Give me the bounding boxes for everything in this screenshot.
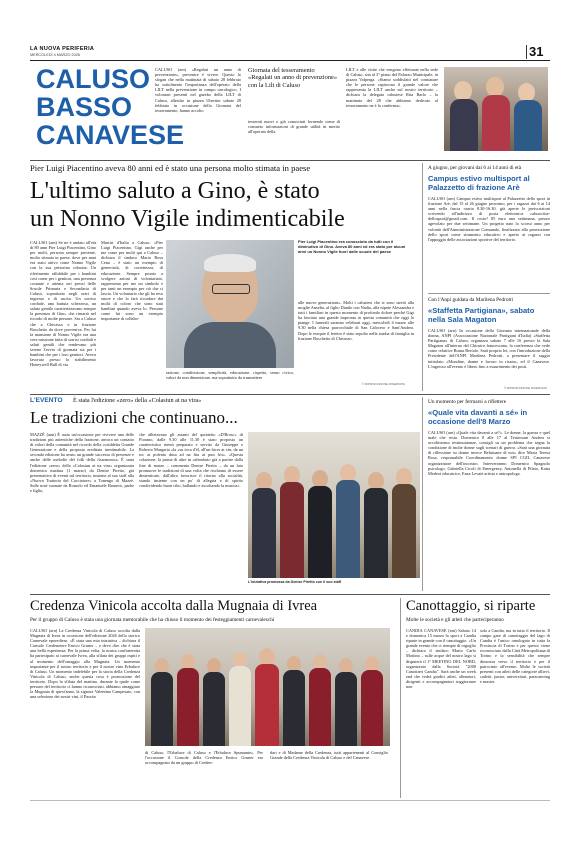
evento-col1: MAZZÈ (aun) È stata un'occasione per rivivere una delle tradizioni più autentiche della frazione, ancora un contatto di valori della comunità nel ricordo della cosiddetta Grande Generazione e della proposta ereditata inestimabile. La seconda edizione ha avuto un grande successo di presenze e anche delle melodie del folk della fisarmonica. È stata l'edizione «zero» della «Colasiun at na vira» organizzata domenica mattina (1 marzo) da Denise Piretto, già presentatrice di eventi sul territorio, insieme al suo staff alla «Nuova Trattoria del Cacciatore» a Tonengo di Mazzè. Sulle note suonate da Romolo ed Emanuele Brunero, padre e figlio, <box>30 432 134 494</box>
evento-group-photo <box>248 432 420 578</box>
main-article-col1: CALUSO (arn) Se ne è andato all'età di 80 anni Pier Luigi Piacentino, Gino per molti, persona sempre presente, molto stimata in paese, dove per anni era stato attivo come Nonno Vigile con la sua pettorina colorata. Un riferimento affidabile per i bambini così come per i genitori, una presenza costante e attenta nei pressi delle Scuole Primaria e Secondaria di Caluso, soprattutto negli orari di ingresso e di uscita. Un sorriso cordiale, una battuta scherzosa, un saluto gentile caratterizzavano sempre la presenza di Gino, che rimarrà nel ricordo di molte persone. Sia a Caluso che a Chivasso e in frazione Boschetto da dove proveniva. Per lui la mansione di Nonno Vigile era una vera missione fatta di sorrisi cordiali e saluti gentili che rendevano più sereno l'avvio di giornata sia per i bambini che per i loro genitori. Aveva lavorato presso lo stabilimento Honeywell Bull di via <box>30 240 96 368</box>
page-number: 31 <box>529 44 544 59</box>
lilt-volunteers-photo <box>444 67 548 151</box>
evento-label: L'EVENTO <box>30 397 63 404</box>
main-article-col4: alle nuove generazioni». Molti i calusiesi che si sono stretti alla moglie Anselia, al figlio Danilo con Nadia, alla nipote Alessandra e tutti i familiari in questo momento di profondo dolore perché Gigi ha lasciato una grande impronta in questa comunità che oggi lo piange. I funerali saranno celebrati oggi, mercoledì 4 marzo alle 9.30 nella chiesa parrocchiale di San Calocero e Sant'Andrea. Dopo le esequie il feretro è stato sepolto nella tomba di famiglia in frazione Boschetto di Chivasso. <box>298 300 414 341</box>
canottaggio-headline: Canottaggio, si riparte <box>406 598 536 614</box>
canottaggio-col1: CANDIA CANAVESE (arn) Sabato 14 e domenica 15 marzo lo sport a Candia riparte in grande con il canottaggio. «Un grande evento che ci riempie di orgoglio – dichiara il sindaco Mario Carlo Mottino – sulle acque del nostro lago si disputerà il 1ª MEETING DEL NORD, organizzato dalla Società "2000 Canottieri Candia". Sarà anche un week end che vedrà giudici atleti, allenatori, dirigenti e accompagnatori soggiornare non <box>406 628 476 690</box>
staffetta-body: CALUSO (arn) In occasione della Giornata internazionale della donna, ANPI (Associazione Nazionale Partigiani d'Italia) «Staffetta Partigiana» di Caluso, organizza sabato 7 alle 16 presso la Sala Magaton all'interno del Chiostro francescano, la conferenza che vede come relatrice Bruna Bertolo. Sarà proprio lei, con l'introduzione della Presidente dell'ANPI Marilena Pedrotti, a presentare il saggio intitolato «Mondine, donne e lavoro in risaia», ed il Canavese. L'ingresso all'evento è libero fino a esaurimento dei posti. <box>428 328 550 369</box>
gino-portrait-photo <box>166 240 294 368</box>
credenza-col2: di Caluso, l'Erbaluce di Caluso e l'Erbaluce Spumante». Per l'occasione il Console della Credenza Enrico Gruner era accompagnato da un gruppo di Creden- <box>145 750 263 766</box>
marzo-divider <box>422 397 423 591</box>
lilt-article-col1: CALUSO (arn) «Regalati un anno di prevenzione», prevenire è vivere. Questo lo slogan che nella mattinata di sabato 28 febbraio ha sottolineato l'importanza dell'operato della LILT nella prevenzione in campo oncologico. I volontari presenti nel gazebo della LILT di Caluso, allestito in piazza Ubertini sabato 28 febbraio in occasione della Giornata del tesseramento, hanno accolto <box>155 67 241 113</box>
main-kicker: Pier Luigi Piacentino aveva 80 anni ed è stato una persona molto stimata in paese <box>30 163 311 173</box>
main-article-col3: razione, condivisione, semplicità, educazione, rispetto, senso civico, valori da non dimenticare, ma soprattutto da trasmettere <box>166 370 294 381</box>
evento-bottom-rule <box>30 594 550 595</box>
credenza-group-photo <box>145 628 390 746</box>
campus-title: Campus estivo multisport al Palazzetto di frazione Arè <box>428 174 530 192</box>
credenza-col1: CALUSO (arn) La Credenza Vinicola di Caluso accolta dalla Mugnaia di Ivrea in occasione dell'edizione 2026 dello storico Carnevale eporediese. «È stata una mia iniziativa – dichiara il Console Credenziere Enrico Gruner – e devo dire che è stata una bella esperienza. Per la prima volta, la nostra confraternita ha partecipato ai carnevale Ivrea, alla sfilata dei gruppi ospiti e al momento dell'omaggio alla Mugnaia. Un momento importante per il nostro territorio e per il nostro vino Erbaluce di Caluso. Un momento indelebile per la storia della Credenza Vinicola di Caluso, anche questa cosa è promozione del territorio. Dopo la sfilata del mattino, durante la quale come persone del territorio ci hanno riconosciuti, abbiamo omaggiato la Mugnaia di quest'anno, la signora Valentina Campesato, con una selezione dei nostri vini, il Passito <box>30 628 140 700</box>
main-bottom-rule <box>30 394 550 395</box>
section-title-caluso: CALUSO <box>36 64 150 94</box>
staffetta-title: «Staffetta Partigiana», sabato nella Sala Magaton <box>428 306 535 324</box>
campus-kicker: A giugno, per giovani dai 6 ai 14 anni di età <box>428 165 522 171</box>
issue-date: MERCOLEDÌ 4 MARZO 2026 <box>30 53 81 57</box>
credenza-headline: Credenza Vinicola accolta dalla Mugnaia di Ivrea <box>30 598 318 614</box>
evento-headline: Le tradizioni che continuano... <box>30 408 238 427</box>
evento-col2: che allietavano gli astanti del quintetto «D'Brosc» di Fiorano, dalle 9.30 alle 11.30 è stato proposto un caratteristico menù preparato e servito da Giuseppe e Roberto Margaria «la «su toca d'ël, all'un bicer at vin, da un toc at polenta dusa ad na fita at pun frit». «Questa colazione, la prima di altre in calendario già a partire dalla fine di marzo – commenta Denise Piretto – da un lato promuove le tradizioni di una volta che rischiano di essere dimenticate, dall'altro favorisce il ritorno alla socialità, stando insieme con un po' di allegria e di spirito condividendo buon cibo, ballando e ascoltando la musica». <box>139 432 243 488</box>
evento-kicker: È stata l'edizione «zero» della «Colasiun at na vira» <box>73 397 202 404</box>
canottaggio-kicker: Molte le società e gli atleti che parteciperanno <box>406 617 504 623</box>
sidebar-divider <box>422 163 423 391</box>
marzo-body: CALUSO (arn) «Quale vita davanti a sé?». Le donne, la guerra e quel male che resta. Domenica 8 alle 17 al Teatrosant Andrea si accoltinonso testimonianze, consigli su un problema che segna la condizione di molte donne sugli scenari di guerra. «Sarà una giornata di riflessione su donne invece Befutuane di noi» dice Maria Teresa Rosa, responsabile Coordinamento donne SPI CGIL Canavese organizzatore dell'incontro. Interverranno Domenico Spagnolo psicologo, Gabriella Cicoli di Emergency, Antonella di Pilato, Katia Medeot educatrice, Enza Levaté artista e antropologa. <box>428 430 550 476</box>
section-banner <box>30 63 550 157</box>
masthead: LA NUOVA PERIFERIA <box>30 46 95 52</box>
main-article-col2: Murtiri d'Italia a Caluso. «Pier Luigi Piacentino, Gigi anche per me come per molti qui a Caluso – dichiara il sindaco Mario Rosa Cena – è stato un esempio di generosità, di correttezza, di educazione. Sempre pronto a svolgere azioni di volontariato, rappresenta per me un simbolo e per tanti un esempio per ciò che ci lascia. Un volontario che gli ha reso onore e che lo farà ricordare dai molti di coloro che sono stati bambini quando aveva lo. Persone come lui sono un esempio importante di collabo- <box>101 240 163 322</box>
section-title-canavese: CANAVESE <box>36 120 185 150</box>
staffetta-credit: © RIPRODUZIONE RISERVATA <box>504 386 548 390</box>
marzo-kicker: Un momento per fermarsi a riflettere <box>428 399 507 405</box>
banner-rule <box>30 160 550 161</box>
canottaggio-divider <box>400 598 401 798</box>
marzo-title: «Quale vita davanti a sé» in occasione dell'8 Marzo <box>428 408 528 426</box>
staffetta-kicker: Con l'Anpi guidata da Marilena Pedrotti <box>428 297 513 303</box>
main-headline-line2: un Nonno Vigile indimenticabile <box>30 206 345 232</box>
main-headline-line1: L'ultimo saluto a Gino, è stato <box>30 178 320 204</box>
gino-photo-caption: Pier Luigi Piacentino era conosciuto da tutti con il diminutivo di Gino. Aveva 80 anni ed era stato per alcuni anni un Nonno Vigile fuori dalle scuole del paese <box>298 239 406 254</box>
main-article-credit: © RIPRODUZIONE RISERVATA <box>362 382 406 386</box>
credenza-kicker: Per il gruppo di Caluso è stata una giornata memorabile che ha chiuso il momento dei festeggiamenti carnevaleschi <box>30 617 275 623</box>
header-rule <box>30 60 550 61</box>
campus-rule <box>428 293 550 294</box>
credenza-col3: dari e di Madame della Credenza, tutti appartenenti al Consiglio Grande della Credenza Vinicola di Caluso e del Canavese. <box>270 750 388 761</box>
section-title-basso: BASSO <box>36 92 133 122</box>
canottaggio-col2: solo a Candia, ma in tutto il territorio. Il campo gare di canottaggio del lago di Candia è l'unico omologato in tutta la Provincia di Torino e per questo viene riconosciuto dalla Città Metropolitana di Torino e la sensibilità che sempre dimostra verso il territorio e per il patrocinio all'evento. Molte le società presenti con atleti delle categorie allievi, cadetti, junior, universitari, paracanoing e master. <box>480 628 550 684</box>
lilt-article-col2: tesserati nuovi o già conosciuti fornendo come di consueto informazioni di grande utilità in merito all'operato della <box>248 119 340 135</box>
lilt-article-col3: LILT e alle visite che vengono effettuate nella sede di Caluso, sita al 3° piano del Palazzo Municipale, in piazza Valperga. «Siamo soddisfatti nel constatare che le persone capiscono il grande valore che rappresenta la LILT anche sul nostro territorio – dichiara la delegata calusiese Rita Barlo – la mattinata del 28 che abbiamo dedicato al tesseramento ne è la conferma». <box>346 67 438 108</box>
header-divider <box>526 45 527 59</box>
lilt-article-title: Giornata del tesseramento «Regalati un anno di prevenzione» con la Lilt di Caluso <box>248 67 338 89</box>
page-bottom-rule <box>30 800 550 801</box>
evento-photo-caption: L'iniziativa promossa da Denise Piretto con il suo staff <box>248 580 342 584</box>
campus-body: CALUSO (arn) Campus estivo multisport al Palazzetto dello sport in frazione Arè, dal 15 al 26 giugno prossimo, per i ragazzi dai 6 ai 14 anni nella fascia oraria 8.30-16.30, già aperte le preiscrizioni scrivendo all'indirizzo di posta elettronica calusocitta-dellosport@gmail.com. Il costo? 85 euro una settimana, prezzo agevolato per due settimane. Un progetto nato lo scorso anno per volontà dell'Amministrazione Comunale, finalizzato alla promozione dello sport come strumento educativo e aperto ai ragazzi con l'appoggio delle associazioni sportive del territorio. <box>428 196 550 242</box>
